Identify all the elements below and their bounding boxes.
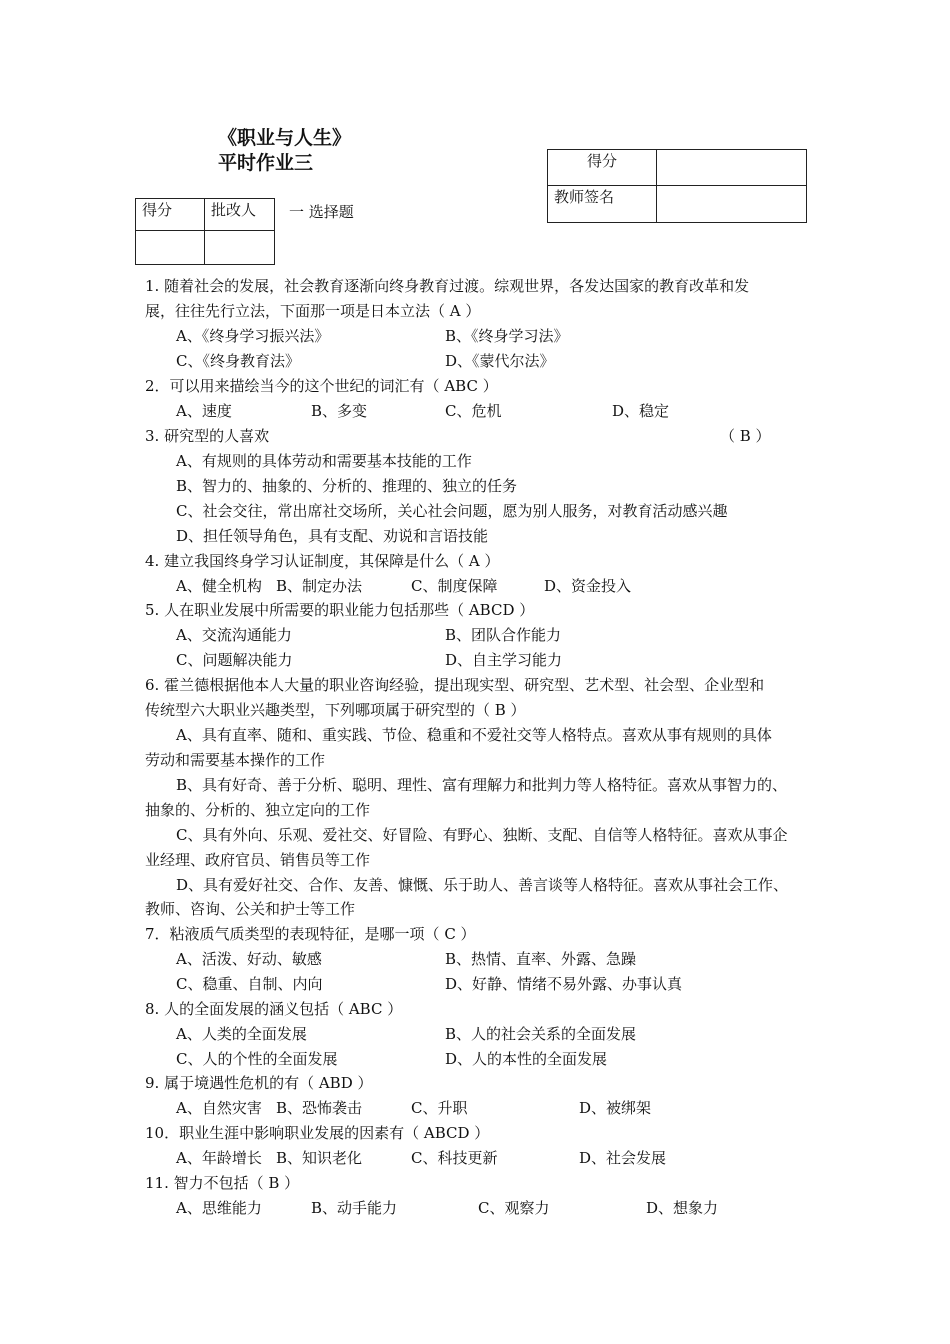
- q1-option-d: D、《蒙代尔法》: [445, 352, 555, 370]
- q6-option-a-line1: A、具有直率、随和、重实践、节俭、稳重和不爱社交等人格特点。喜欢从事有规则的具体: [176, 726, 772, 744]
- q5-option-b: B、团队合作能力: [445, 626, 562, 644]
- q1-option-a: A、《终身学习振兴法》: [176, 327, 330, 345]
- q2-option-b: B、多变: [311, 402, 368, 420]
- teacher-score-label: 得分: [548, 150, 657, 186]
- q6-line2: 传统型六大职业兴趣类型，下列哪项属于研究型的（ B ）: [145, 701, 526, 719]
- q7-option-d: D、好静、情绪不易外露、办事认真: [445, 975, 683, 993]
- q8-option-b: B、人的社会关系的全面发展: [445, 1025, 637, 1043]
- q10-option-d: D、社会发展: [579, 1149, 667, 1167]
- q9-stem: 9. 属于境遇性危机的有（ ABD ）: [145, 1074, 373, 1092]
- q10-option-a: A、年龄增长: [176, 1149, 262, 1167]
- q9-option-b: B、恐怖袭击: [276, 1099, 363, 1117]
- section-label: 一 选择题: [289, 203, 354, 221]
- q3-option-c: C、社会交往，常出席社交场所，关心社会问题，愿为别人服务，对教育活动感兴趣: [176, 502, 728, 520]
- grader-value: [205, 231, 275, 265]
- grader-score-label: 得分: [136, 199, 205, 231]
- q6-option-b-line1: B、具有好奇、善于分析、聪明、理性、富有理解力和批判力等人格特征。喜欢从事智力的、: [176, 776, 788, 794]
- q10-stem: 10．职业生涯中影响职业发展的因素有（ ABCD ）: [145, 1124, 490, 1142]
- q8-stem: 8. 人的全面发展的涵义包括（ ABC ）: [145, 1000, 403, 1018]
- grader-table: [135, 198, 275, 265]
- q1-option-b: B、《终身学习法》: [445, 327, 569, 345]
- q3-option-d: D、担任领导角色，具有支配、劝说和言语技能: [176, 527, 489, 545]
- q6-option-b-line2: 抽象的、分析的、独立定向的工作: [145, 801, 371, 819]
- q4-option-c: C、制度保障: [411, 577, 498, 595]
- q5-option-a: A、交流沟通能力: [176, 626, 292, 644]
- q7-stem: 7．粘液质气质类型的表现特征，是哪一项（ C ）: [145, 925, 476, 943]
- q9-option-a: A、自然灾害: [176, 1099, 262, 1117]
- q6-option-c-line1: C、具有外向、乐观、爱社交、好冒险、有野心、独断、支配、自信等人格特征。喜欢从事企: [176, 826, 788, 844]
- q11-option-c: C、观察力: [478, 1199, 550, 1217]
- q3-answer: （ B ）: [720, 427, 771, 445]
- q10-option-b: B、知识老化: [276, 1149, 363, 1167]
- doc-subtitle: 平时作业三: [218, 152, 314, 174]
- q4-option-b: B、制定办法: [276, 577, 363, 595]
- q2-option-c: C、危机: [445, 402, 502, 420]
- q11-option-a: A、思维能力: [176, 1199, 262, 1217]
- q4-stem: 4. 建立我国终身学习认证制度，其保障是什么（ A ）: [145, 552, 500, 570]
- doc-title: 《职业与人生》: [218, 127, 352, 149]
- q10-option-c: C、科技更新: [411, 1149, 498, 1167]
- teacher-sign-label: 教师签名: [548, 186, 657, 223]
- teacher-score-value: [657, 150, 807, 186]
- q5-option-d: D、自主学习能力: [445, 651, 563, 669]
- teacher-sign-value: [657, 186, 807, 223]
- q1-line2: 展，往往先行立法，下面那一项是日本立法（ A ）: [145, 302, 481, 320]
- q5-option-c: C、问题解决能力: [176, 651, 293, 669]
- teacher-score-table: [547, 149, 807, 223]
- q7-option-b: B、热情、直率、外露、急躁: [445, 950, 637, 968]
- q9-option-d: D、被绑架: [579, 1099, 652, 1117]
- q2-option-d: D、稳定: [612, 402, 670, 420]
- q6-option-a-line2: 劳动和需要基本操作的工作: [145, 751, 326, 769]
- q11-stem: 11. 智力不包括（ B ）: [145, 1174, 300, 1192]
- q4-option-a: A、健全机构: [176, 577, 262, 595]
- q8-option-c: C、人的个性的全面发展: [176, 1050, 338, 1068]
- grader-score-value: [136, 231, 205, 265]
- q4-option-d: D、资金投入: [544, 577, 632, 595]
- q3-stem: 3. 研究型的人喜欢: [145, 427, 270, 445]
- grader-label: 批改人: [205, 199, 275, 231]
- q6-option-d-line1: D、具有爱好社交、合作、友善、慷慨、乐于助人、善言谈等人格特征。喜欢从事社会工作、: [176, 876, 789, 894]
- q11-option-d: D、想象力: [646, 1199, 719, 1217]
- q7-option-c: C、稳重、自制、内向: [176, 975, 323, 993]
- q2-option-a: A、速度: [176, 402, 232, 420]
- q3-option-b: B、智力的、抽象的、分析的、推理的、独立的任务: [176, 477, 518, 495]
- q7-option-a: A、活泼、好动、敏感: [176, 950, 322, 968]
- q11-option-b: B、动手能力: [311, 1199, 398, 1217]
- q5-stem: 5. 人在职业发展中所需要的职业能力包括那些（ ABCD ）: [145, 601, 535, 619]
- q1-option-c: C、《终身教育法》: [176, 352, 300, 370]
- q8-option-a: A、人类的全面发展: [176, 1025, 307, 1043]
- q9-option-c: C、升职: [411, 1099, 468, 1117]
- q6-option-d-line2: 教师、咨询、公关和护士等工作: [145, 900, 356, 918]
- q6-option-c-line2: 业经理、政府官员、销售员等工作: [145, 851, 371, 869]
- q6-line1: 6. 霍兰德根据他本人大量的职业咨询经验，提出现实型、研究型、艺术型、社会型、企业型和: [145, 676, 765, 694]
- q1-line1: 1. 随着社会的发展，社会教育逐渐向终身教育过渡。综观世界，各发达国家的教育改革和发: [145, 277, 750, 295]
- q3-option-a: A、有规则的具体劳动和需要基本技能的工作: [176, 452, 472, 470]
- q2-stem: 2．可以用来描绘当今的这个世纪的词汇有（ ABC ）: [145, 377, 498, 395]
- q8-option-d: D、人的本性的全面发展: [445, 1050, 608, 1068]
